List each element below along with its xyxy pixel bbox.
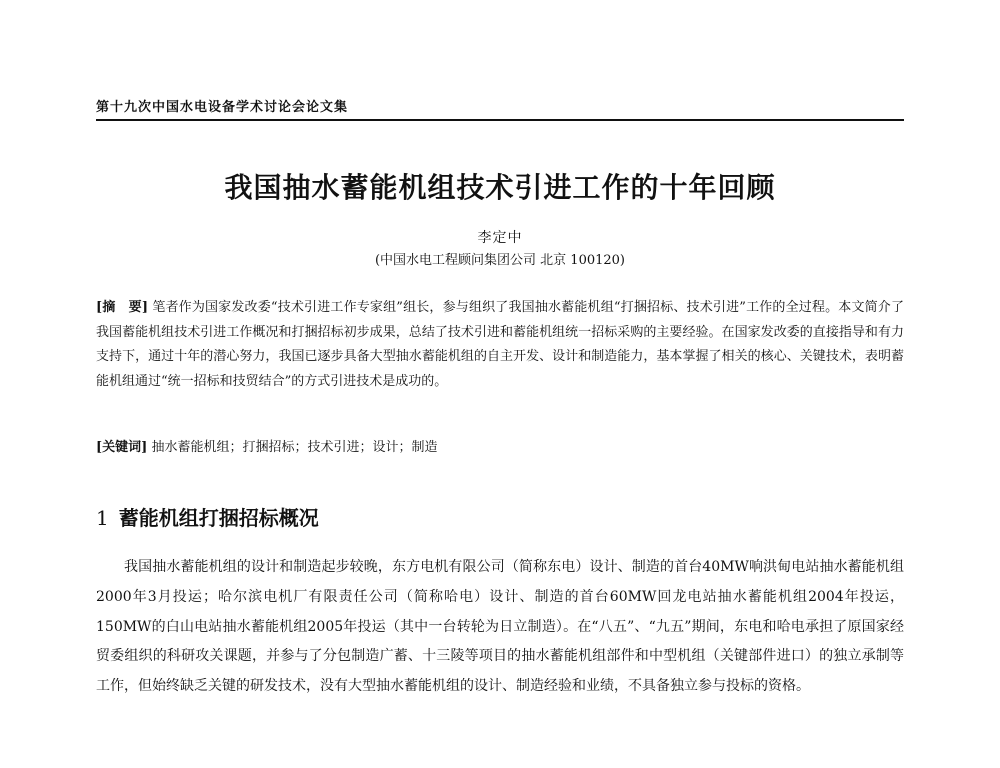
section-number: 1 xyxy=(96,506,109,530)
body-paragraph: 我国抽水蓄能机组的设计和制造起步较晚，东方电机有限公司（简称东电）设计、制造的首台40MW响洪甸电站抽水蓄能机组2000年3月投运；哈尔滨电机厂有限责任公司（简称哈电）设计、制造的首台60MW回龙电站抽水蓄能机组2004年投运，150MW的白山电站抽水蓄能机组2005年投运（其中一台转轮为日立制造）。在“八五”、“九五”期间，东电和哈电承担了原国家经贸委组织的科研攻关课题，并参与了分包制造广蓄、十三陵等项目的抽水蓄能机组部件和中型机组（关键部件进口）的独立承制等工作，但始终缺乏关键的研发技术，没有大型抽水蓄能机组的设计、制造经验和业绩，不具备独立参与投标的资格。 xyxy=(96,559,904,695)
keywords-text: 抽水蓄能机组；打捆招标；技术引进；设计；制造 xyxy=(151,440,438,455)
abstract-text: 笔者作为国家发改委“技术引进工作专家组”组长，参与组织了我国抽水蓄能机组“打捆招标、技术引进”工作的全过程。本文简介了我国蓄能机组技术引进工作概况和打捆招标初步成果，总结了技术引进和蓄能机组统一招标采购的主要经验。在国家发改委的直接指导和有力支持下，通过十年的潜心努力，我国已逐步具备大型抽水蓄能机组的自主开发、设计和制造能力，基本掌握了相关的核心、关键技术，表明蓄能机组通过“统一招标和技贸结合”的方式引进技术是成功的。 xyxy=(96,300,904,389)
header-rule xyxy=(96,119,904,121)
author-affiliation: (中国水电工程顾问集团公司 北京 100120) xyxy=(374,253,626,268)
paper-title: 我国抽水蓄能机组技术引进工作的十年回顾 xyxy=(224,171,776,204)
abstract xyxy=(96,296,904,394)
running-header: 第十九次中国水电设备学术讨论会论文集 xyxy=(96,100,349,115)
keywords-tag: [关键词] xyxy=(96,440,148,455)
section-heading-1 xyxy=(96,502,319,531)
abstract-tag: [摘 要] xyxy=(96,300,148,315)
keywords xyxy=(96,438,904,458)
section-title: 蓄能机组打捆招标概况 xyxy=(118,506,319,530)
author-name: 李定中 xyxy=(477,230,523,246)
